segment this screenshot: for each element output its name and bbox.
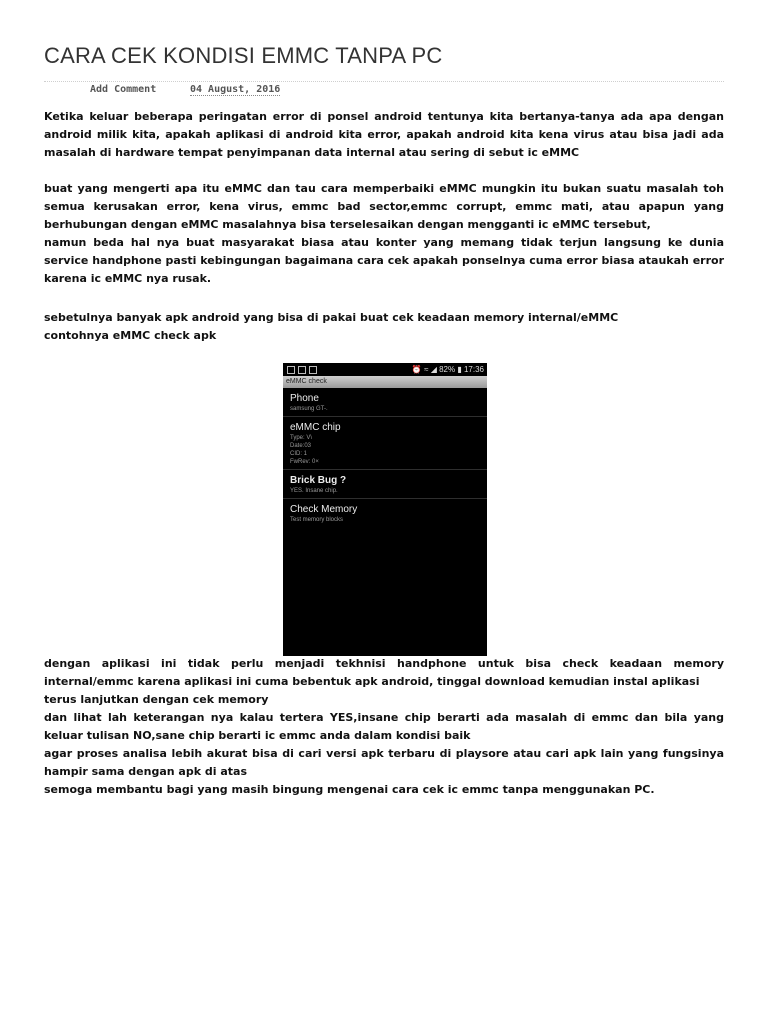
item-sub: samsung GT-.	[290, 406, 328, 412]
title-divider	[44, 81, 724, 82]
android-icon	[287, 366, 295, 374]
post-body-section-3	[44, 309, 724, 345]
item-sub: CID: 1	[290, 451, 308, 457]
item-sub: YES. Insane chip.	[290, 488, 338, 494]
mail-icon	[309, 366, 317, 374]
emmc-check-app-screenshot	[283, 363, 487, 656]
paragraph: dan lihat lah keterangan nya kalau tertera YES,insane chip berarti ada masalah di emmc dan bila yang keluar tulisan NO,sane chip berarti ic emmc anda dalam kondisi baik	[44, 711, 724, 742]
item-heading: eMMC chip	[290, 422, 341, 433]
post-body-section-2	[44, 180, 724, 288]
signal-icon: ◢	[430, 365, 437, 374]
paragraph: contohnya eMMC check apk	[44, 329, 217, 342]
add-comment-link[interactable]: Add Comment	[90, 84, 157, 95]
paragraph: Ketika keluar beberapa peringatan error di ponsel android tentunya kita bertanya-tanya ada apa dengan android milik kita, apakah aplikasi di android kita error, apakah android kita kena virus atau bisa jadi ada masalah di hardware tempat penyimpanan data internal atau sering di sebut ic eMMC	[44, 110, 724, 159]
item-heading: Check Memory	[290, 504, 358, 515]
notification-icons	[287, 363, 320, 376]
emmc-chip-item	[283, 417, 487, 470]
item-sub: Test memory blocks	[290, 517, 344, 523]
paragraph: dengan aplikasi ini tidak perlu menjadi tekhnisi handphone untuk bisa check keadaan memory internal/emmc karena aplikasi ini cuma bebentuk apk android, tinggal download kemudian instal aplikasi	[44, 657, 724, 688]
post-meta	[90, 84, 281, 95]
item-heading: Brick Bug ?	[290, 475, 347, 486]
app-title-bar: eMMC check	[283, 376, 487, 388]
wifi-icon: ≈	[424, 365, 429, 374]
paragraph: semoga membantu bagi yang masih bingung mengenai cara cek ic emmc tanpa menggunakan PC.	[44, 783, 655, 796]
paragraph: agar proses analisa lebih akurat bisa di cari versi apk terbaru di playsore atau cari apk lain yang fungsinya hampir sama dengan apk di atas	[44, 747, 724, 778]
clock: 17:36	[463, 365, 484, 374]
item-heading: Phone	[290, 393, 319, 404]
brick-bug-item	[283, 470, 487, 499]
post-title: CARA CEK KONDISI EMMC TANPA PC	[44, 43, 443, 68]
paragraph: namun beda hal nya buat masyarakat biasa atau konter yang memang tidak terjun langsung ke dunia service handphone pasti kebingungan bagaimana cara cek apakah ponselnya cuma error biasa ataukah error karena ic eMMC nya rusak.	[44, 236, 724, 285]
status-right	[412, 363, 484, 376]
image-icon	[298, 366, 306, 374]
item-sub: Date:03	[290, 443, 312, 449]
paragraph: buat yang mengerti apa itu eMMC dan tau cara memperbaiki eMMC mungkin itu bukan suatu masalah toh semua kerusakan error, kena virus, emmc bad sector,emmc corrupt, emmc mati, atau apapun yang berhubungan dengan eMMC masalahnya bisa terselesaikan dengan mengganti ic eMMC tersebut,	[44, 182, 724, 231]
battery-level: 82%	[439, 365, 456, 374]
paragraph: sebetulnya banyak apk android yang bisa di pakai buat cek keadaan memory internal/eMMC	[44, 311, 619, 324]
item-sub: FwRev: 0×	[290, 459, 319, 465]
item-sub: Type: V\	[290, 435, 313, 441]
battery-icon: ▮	[457, 365, 462, 374]
post-body-section-4	[44, 655, 724, 799]
alarm-icon: ⏰	[411, 365, 422, 374]
post-body-section-1	[44, 108, 724, 162]
paragraph: terus lanjutkan dengan cek memory	[44, 693, 269, 706]
check-memory-item	[283, 499, 487, 527]
phone-item	[283, 388, 487, 417]
post-date[interactable]: 04 August, 2016	[190, 84, 281, 95]
phone-status-bar	[283, 363, 487, 376]
